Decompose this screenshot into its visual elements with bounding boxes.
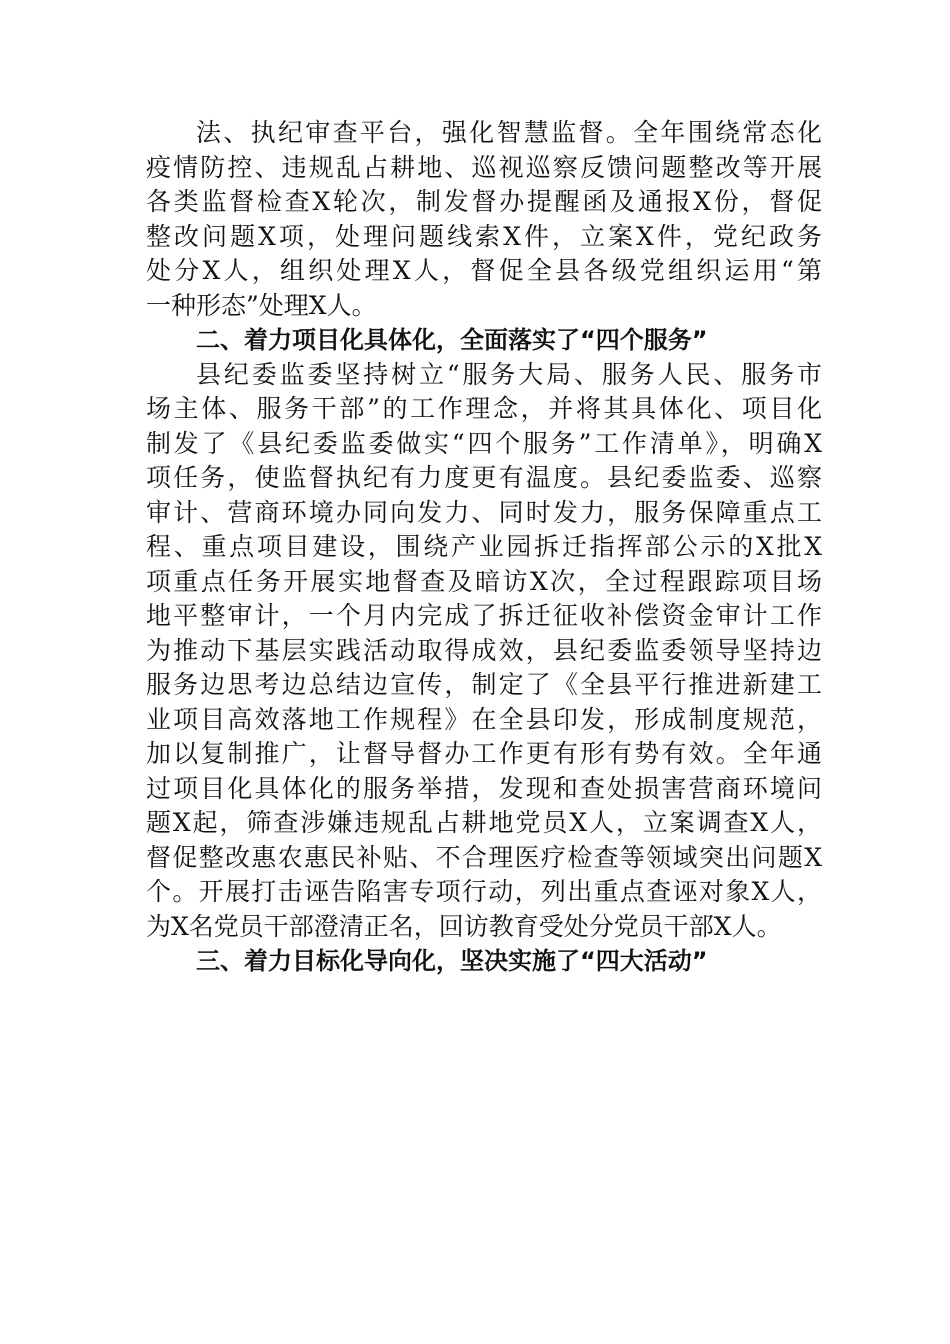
paragraph-line: 过项目化具体化的服务举措，发现和查处损害营商环境问: [146, 773, 822, 803]
paragraph-line: 县纪委监委坚持树立“服务大局、服务人民、服务市: [196, 359, 822, 389]
paragraph-line: 法、执纪审查平台，强化智慧监督。全年围绕常态化: [196, 118, 822, 147]
paragraph-line: 题X起，筛查涉嫌违规乱占耕地党员X人，立案调查X人，: [146, 808, 822, 837]
paragraph-line: 审计、营商环境办同向发力、同时发力，服务保障重点工: [146, 497, 822, 527]
section-heading-2: 二、着力项目化具体化，全面落实了“四个服务”: [196, 326, 708, 354]
document-body: [146, 116, 822, 979]
paragraph-line: 个。开展打击诬告陷害专项行动，列出重点查诬对象X人，: [146, 877, 822, 906]
paragraph-line: 场主体、服务干部”的工作理念，并将其具体化、项目化: [146, 394, 822, 423]
paragraph-line: 疫情防控、违规乱占耕地、巡视巡察反馈问题整改等开展: [146, 152, 822, 182]
paragraph-line: 项任务，使监督执纪有力度更有温度。县纪委监委、巡察: [146, 463, 822, 492]
paragraph-line: 地平整审计，一个月内完成了拆迁征收补偿资金审计工作: [146, 601, 822, 630]
paragraph-line: 为X名党员干部澄清正名，回访教育受处分党员干部X人。: [146, 911, 782, 941]
paragraph-line: 加以复制推广，让督导督办工作更有形有势有效。全年通: [146, 739, 822, 768]
paragraph-line: 项重点任务开展实地督查及暗访X次，全过程跟踪项目场: [146, 566, 822, 596]
paragraph-line: 督促整改惠农惠民补贴、不合理医疗检查等领域突出问题X: [146, 842, 822, 872]
paragraph-line: 程、重点项目建设，围绕产业园拆迁指挥部公示的X批X: [146, 532, 822, 561]
paragraph-2: [146, 358, 822, 945]
paragraph-line: 一种形态”处理X人。: [146, 290, 377, 320]
paragraph-line: 业项目高效落地工作规程》在全县印发，形成制度规范，: [146, 704, 822, 734]
section-heading-3: 三、着力目标化导向化，坚决实施了“四大活动”: [196, 947, 708, 975]
paragraph-line: 处分X人，组织处理X人，督促全县各级党组织运用“第: [146, 256, 822, 285]
paragraph-line: 服务边思考边总结边宣传，制定了《全县平行推进新建工: [146, 670, 822, 699]
paragraph-line: 整改问题X项，处理问题线索X件，立案X件，党纪政务: [146, 221, 822, 251]
paragraph-1: [146, 116, 822, 323]
paragraph-line: 为推动下基层实践活动取得成效，县纪委监委领导坚持边: [146, 635, 822, 665]
paragraph-line: 制发了《县纪委监委做实“四个服务”工作清单》，明确X: [146, 428, 822, 458]
paragraph-line: 各类监督检查X轮次，制发督办提醒函及通报X份，督促: [146, 187, 822, 216]
